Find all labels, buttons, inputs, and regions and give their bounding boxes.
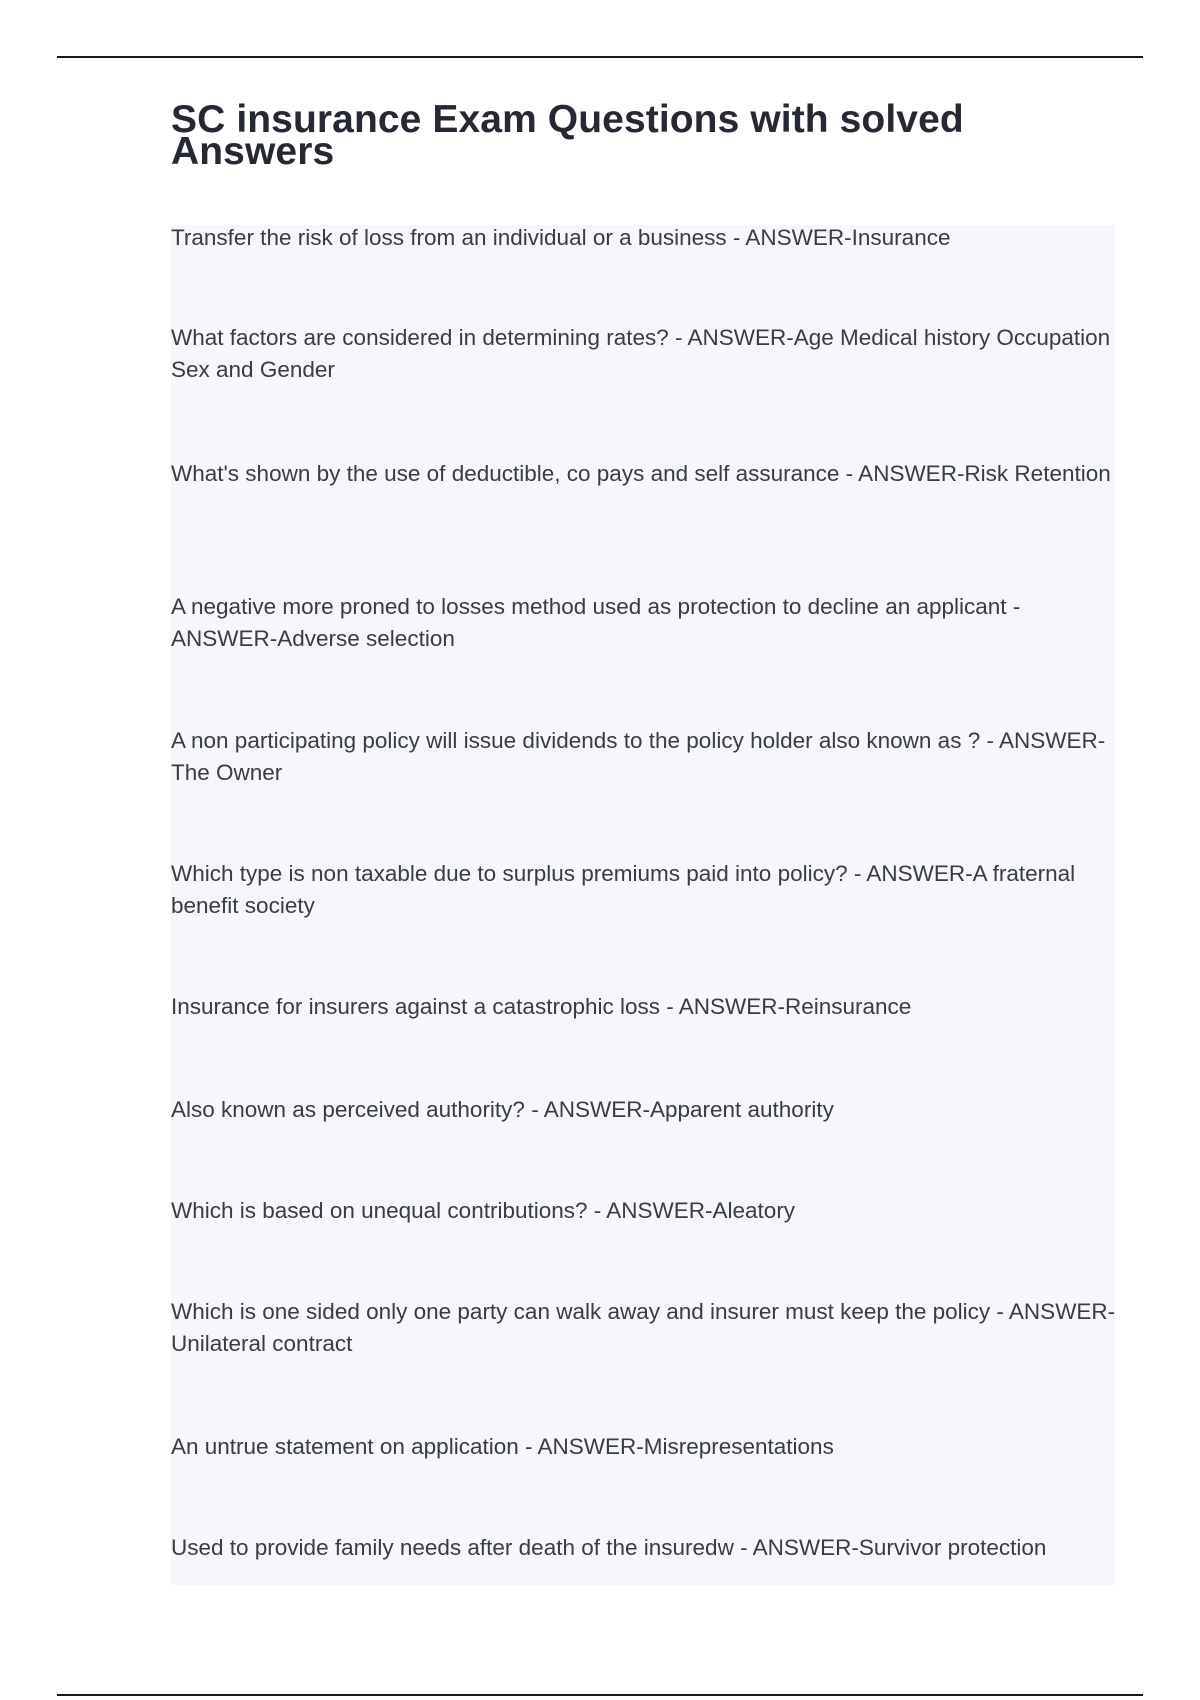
qa-item: Used to provide family needs after death of the insuredw - ANSWER-Survivor protection: [171, 1535, 1047, 1560]
bottom-divider: [57, 1694, 1143, 1696]
qa-item: Which is one sided only one party can walk away and insurer must keep the policy - ANSWER-Unilateral contract: [171, 1299, 1116, 1356]
qa-item: A non participating policy will issue dividends to the policy holder also known as ? - ANSWER-The Owner: [171, 728, 1106, 785]
qa-item: Also known as perceived authority? - ANSWER-Apparent authority: [171, 1097, 834, 1122]
qa-item: What factors are considered in determining rates? - ANSWER-Age Medical history Occupation Sex and Gender: [171, 325, 1111, 382]
qa-item: Which is based on unequal contributions? - ANSWER-Aleatory: [171, 1198, 796, 1223]
qa-item: What's shown by the use of deductible, co pays and self assurance - ANSWER-Risk Retention: [171, 461, 1111, 486]
document-title: SC insurance Exam Questions with solved Answers: [171, 98, 964, 173]
qa-item: Insurance for insurers against a catastrophic loss - ANSWER-Reinsurance: [171, 994, 912, 1019]
qa-item: Transfer the risk of loss from an individual or a business - ANSWER-Insurance: [171, 225, 951, 250]
qa-item: An untrue statement on application - ANSWER-Misrepresentations: [171, 1434, 834, 1459]
qa-item: A negative more proned to losses method used as protection to decline an applicant - ANSWER-Adverse selection: [171, 594, 1021, 651]
qa-item: Which type is non taxable due to surplus premiums paid into policy? - ANSWER-A fraternal benefit society: [171, 861, 1076, 918]
top-divider: [57, 56, 1143, 58]
